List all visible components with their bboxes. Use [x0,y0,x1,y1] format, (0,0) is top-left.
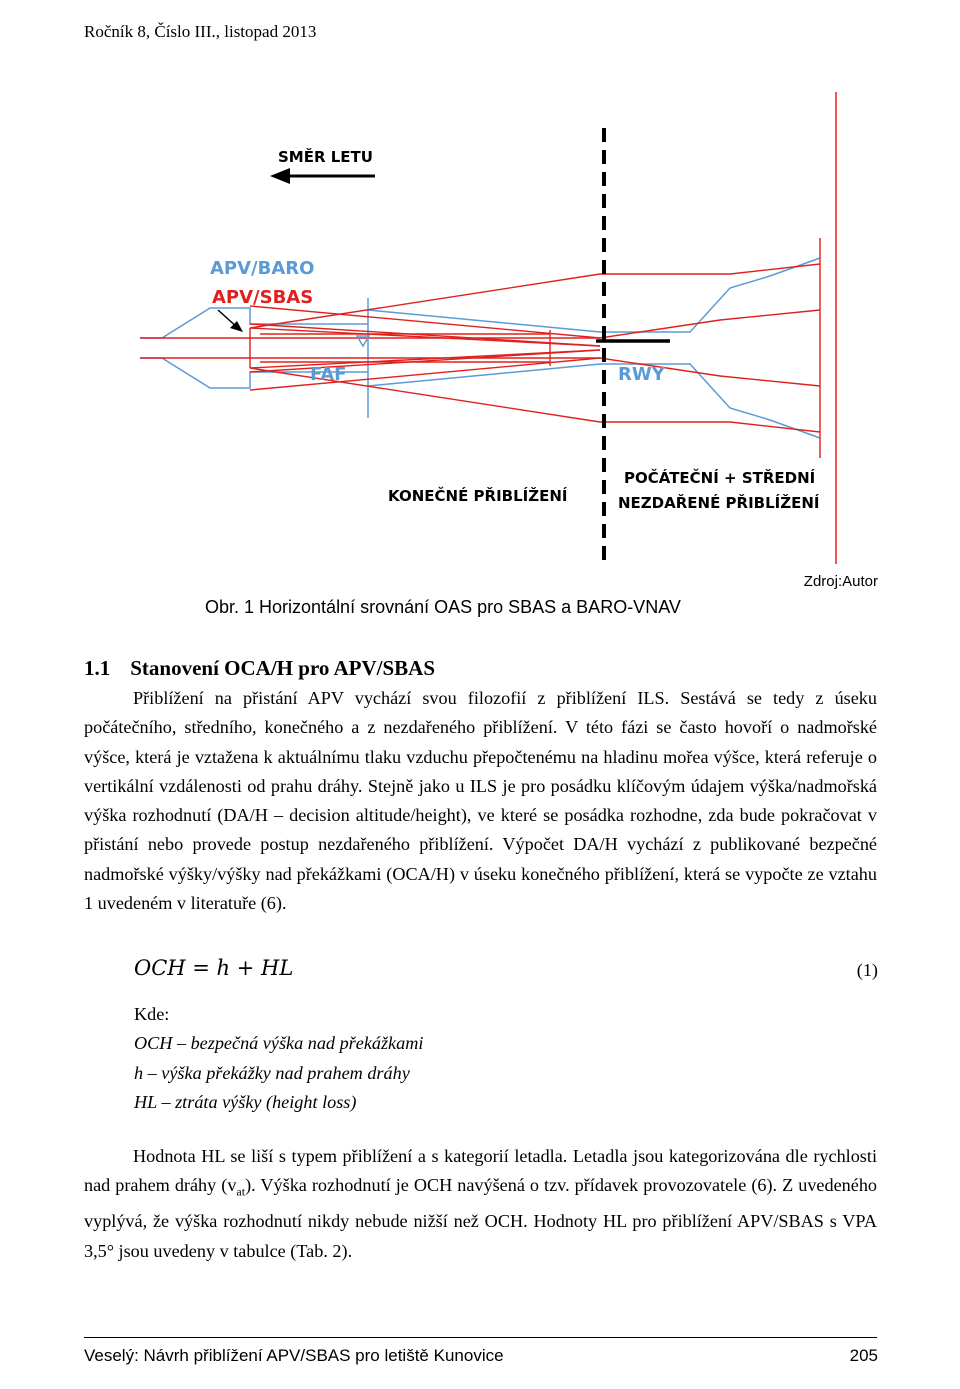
footer-title: Veselý: Návrh přiblížení APV/SBAS pro letiště Kunovice [84,1346,504,1365]
rwy-label: RWY [618,364,665,385]
body-paragraph-2 [84,1142,877,1266]
missed-approach-label-1: POČÁTEČNÍ + STŘEDNÍ [624,469,816,487]
text-run: ). Výška rozhodnutí je OCH navýšená o tzv. přídavek provozovatele (6). Z uvedeného vyplývá, že výška rozhodnutí nikdy nebude nižší než OCH. Hodnoty HL pro přiblížení APV/SBAS s VPA 3,5° jsou uvedeny v tabulce (Tab. 2). [84,1175,878,1261]
page-number: 205 [849,1346,878,1365]
direction-arrowhead [270,168,290,184]
section-title: Stanovení OCA/H pro APV/SBAS [130,656,436,680]
faf-label: FAF [310,364,347,385]
paragraph-text: Přiblížení na přistání APV vychází svou filozofií z přiblížení ILS. Sestává se tedy z úseku počátečního, středního, konečného a z nezdařeného přiblížení. V této fázi se často hovoří o nadmořské výšce, která je vztažena k aktuálnímu tlaku vzduchu přepočtenému na hladinu mořea výšce, která referuje o vertikální vzdálenosti od prahu dráhy. Stejně jako u ILS je pro posádku klíčovým údajem výška/nadmořská výška rozhodnutí (DA/H – decision altitude/height), ve které se posádka rozhodne, zda bude pokračovat v přistání nebo provede postup nezdařeného přiblížení. Výpočet DA/H vychází z publikované bezpečné nadmořské výšky/výšky nad překážkami (OCA/H) v úseku konečného přiblížení, která se vypočte ze vztahu 1 uvedeném v literatuře (6). [84,688,877,914]
text-run: Hodnota HL se liší s typem přiblížení a s kategorií letadla. Letadla jsou kategorizována dle rychlosti nad prahem dráhy (v [84,1146,877,1196]
final-approach-label: KONEČNÉ PŘIBLÍŽENÍ [388,487,568,505]
paragraph-text [84,1142,877,1266]
definitions-list [134,1000,423,1117]
oas-comparison-diagram [130,88,890,568]
apv-sbas-label: APV/SBAS [212,287,314,308]
baro-surfaces [140,258,820,438]
direction-label: SMĚR LETU [278,148,373,166]
subscript: at [236,1184,246,1199]
body-paragraph-1 [84,684,877,918]
section-heading [84,656,435,681]
definitions-heading: Kde: [134,1004,170,1024]
section-number: 1.1 [84,656,111,680]
definition-item: h – výška překážky nad prahem dráhy [134,1062,410,1083]
figure-caption: Obr. 1 Horizontální srovnání OAS pro SBAS a BARO-VNAV [205,597,681,617]
formula: OCH = h + HL [134,956,294,980]
figure-source: Zdroj:Autor [803,573,878,590]
apv-baro-label: APV/BARO [210,258,315,279]
missed-approach-label-2: NEZDAŘENÉ PŘIBLÍŽENÍ [618,494,820,512]
formula-number: (1) [856,960,878,980]
definition-item: HL – ztráta výšky (height loss) [134,1091,357,1112]
definition-item: OCH – bezpečná výška nad překážkami [134,1033,424,1054]
footer-rule [84,1337,877,1338]
page-header: Ročník 8, Číslo III., listopad 2013 [84,22,317,41]
